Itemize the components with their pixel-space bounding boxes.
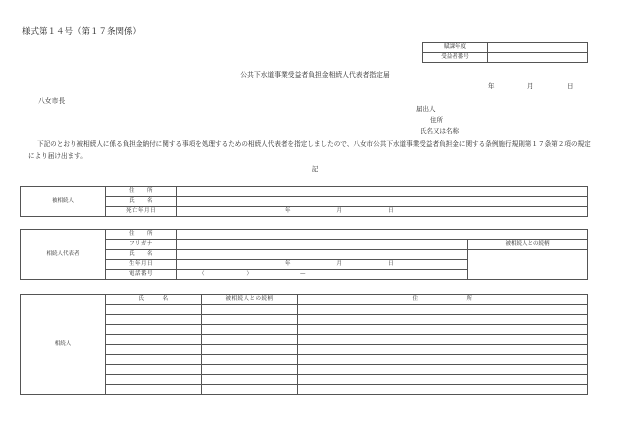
heir-name-cell[interactable] [106, 375, 202, 385]
decedent-name-field[interactable] [177, 197, 588, 207]
submitter-name-label: 氏名又は名称 [420, 127, 459, 135]
phone-close-paren: ） [246, 271, 253, 277]
heirs-col-address: 住 所 [298, 295, 588, 305]
heir-relation-cell[interactable] [202, 345, 298, 355]
decedent-death-date-field[interactable] [177, 207, 588, 217]
heir-relation-cell[interactable] [202, 385, 298, 395]
form-number: 様式第１４号（第１７条関係） [22, 27, 142, 37]
meta-label-fiscal-year: 賦課年度 [423, 43, 488, 53]
representative-relation-label: 被相続人との続柄 [468, 240, 588, 250]
representative-section-label: 相続人代表者 [21, 230, 106, 280]
heir-relation-cell[interactable] [202, 335, 298, 345]
heir-name-cell[interactable] [106, 335, 202, 345]
body-text [28, 138, 593, 162]
heir-relation-cell[interactable] [202, 365, 298, 375]
decedent-table [20, 186, 588, 217]
heirs-table [20, 294, 588, 395]
heirs-section-label: 相続人 [21, 295, 106, 395]
decedent-section-label: 被相続人 [21, 187, 106, 217]
heirs-row [21, 315, 588, 325]
date-day-label: 日 [567, 82, 574, 90]
heir-name-cell[interactable] [106, 355, 202, 365]
body-text-content: 下記のとおり被相続人に係る負担金納付に関する事項を処理するための相続人代表者を指定しましたので、八女市公共下水道事業受益者負担金に関する条例施行規則第１７条第２項の規定により届け出ます。 [28, 140, 591, 160]
heirs-row [21, 385, 588, 395]
ki-marker: 記 [311, 165, 319, 173]
addressee: 八女市長 [38, 97, 66, 105]
heir-relation-cell[interactable] [202, 315, 298, 325]
heirs-col-relation: 被相続人との続柄 [202, 295, 298, 305]
meta-row-beneficiary-number [423, 53, 588, 63]
document-title: 公共下水道事業受益者負担金相続人代表者指定届 [240, 71, 390, 79]
representative-furigana-field[interactable] [177, 240, 468, 250]
heir-address-cell[interactable] [298, 375, 588, 385]
heir-address-cell[interactable] [298, 355, 588, 365]
heir-address-cell[interactable] [298, 345, 588, 355]
heirs-row [21, 305, 588, 315]
decedent-address-field[interactable] [177, 187, 588, 197]
representative-phone-field[interactable] [177, 270, 468, 280]
meta-table [422, 42, 588, 63]
heir-name-cell[interactable] [106, 305, 202, 315]
representative-name-label: 氏 名 [106, 250, 177, 260]
meta-row-fiscal-year [423, 43, 588, 53]
decedent-name-label: 氏 名 [106, 197, 177, 207]
representative-month-label: 月 [336, 261, 343, 267]
representative-address-label: 住 所 [106, 230, 177, 240]
representative-phone-label: 電話番号 [106, 270, 177, 280]
heirs-row [21, 375, 588, 385]
decedent-day-label: 日 [388, 208, 394, 214]
heirs-row [21, 325, 588, 335]
representative-birth-label: 生年月日 [106, 260, 177, 270]
heir-address-cell[interactable] [298, 365, 588, 375]
date-year-label: 年 [488, 82, 495, 90]
decedent-year-label: 年 [285, 208, 291, 214]
meta-value-fiscal-year[interactable] [488, 43, 588, 53]
heir-name-cell[interactable] [106, 315, 202, 325]
heir-name-cell[interactable] [106, 325, 202, 335]
heirs-row [21, 365, 588, 375]
heir-name-cell[interactable] [106, 345, 202, 355]
phone-open-paren: （ [199, 271, 205, 277]
phone-dash: — [300, 271, 306, 277]
meta-value-beneficiary-number[interactable] [488, 53, 588, 63]
heir-address-cell[interactable] [298, 385, 588, 395]
representative-address-field[interactable] [177, 230, 588, 240]
heir-relation-cell[interactable] [202, 325, 298, 335]
heir-address-cell[interactable] [298, 305, 588, 315]
heir-address-cell[interactable] [298, 325, 588, 335]
representative-furigana-label: フリガナ [106, 240, 177, 250]
heir-relation-cell[interactable] [202, 355, 298, 365]
decedent-month-label: 月 [336, 208, 343, 214]
representative-day-label: 日 [388, 261, 394, 267]
representative-relation-field[interactable] [468, 250, 588, 280]
submitter-address-label: 住所 [430, 116, 443, 124]
heir-address-cell[interactable] [298, 315, 588, 325]
heir-address-cell[interactable] [298, 335, 588, 345]
heir-relation-cell[interactable] [202, 375, 298, 385]
representative-name-field[interactable] [177, 250, 468, 260]
decedent-death-date-label: 死亡年月日 [106, 207, 177, 217]
decedent-address-label: 住 所 [106, 187, 177, 197]
heirs-row [21, 345, 588, 355]
representative-year-label: 年 [285, 261, 291, 267]
representative-birth-field[interactable] [177, 260, 468, 270]
submitter-label: 届出人 [416, 105, 436, 113]
meta-label-beneficiary-number: 受益者番号 [423, 53, 488, 63]
heirs-col-name: 氏 名 [106, 295, 202, 305]
heirs-row [21, 335, 588, 345]
date-month-label: 月 [527, 82, 534, 90]
heir-relation-cell[interactable] [202, 305, 298, 315]
heir-name-cell[interactable] [106, 385, 202, 395]
representative-table [20, 229, 588, 280]
heir-name-cell[interactable] [106, 365, 202, 375]
heirs-row [21, 355, 588, 365]
